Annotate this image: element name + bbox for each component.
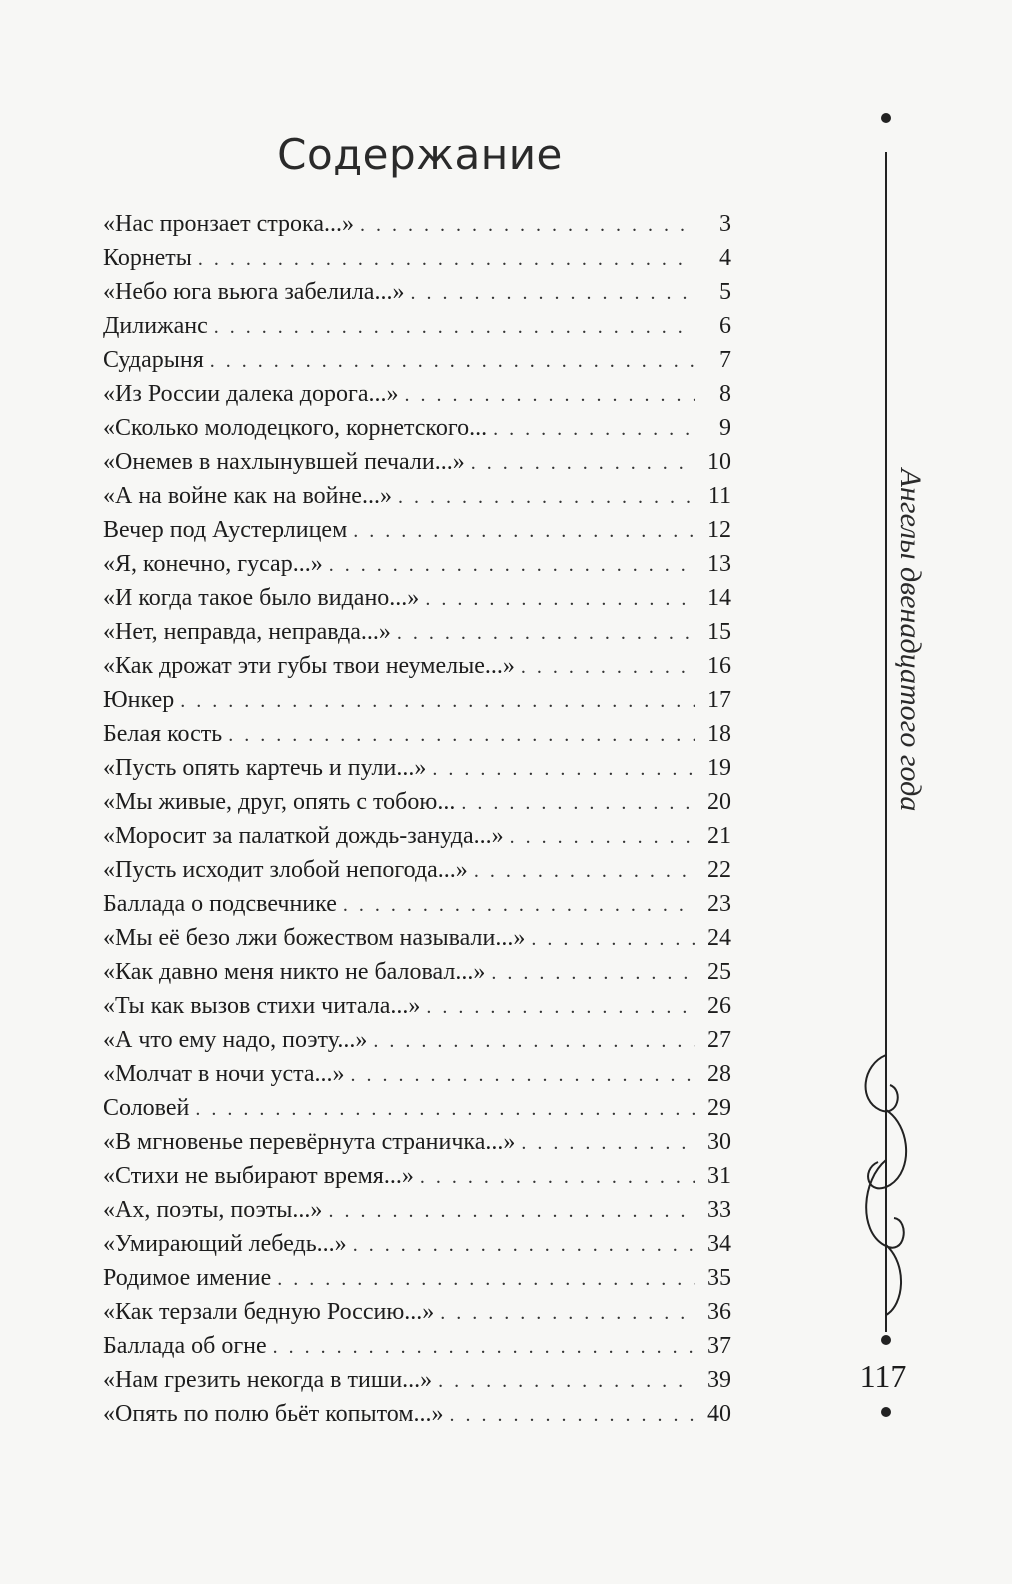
toc-entry-title: «Умирающий лебедь...»: [103, 1231, 347, 1257]
toc-entry-page: 18: [707, 721, 731, 747]
toc-entry-page: 11: [707, 483, 731, 509]
toc-dot-leader: [521, 650, 695, 683]
toc-entry: [103, 1295, 731, 1329]
toc-entry-page: 29: [707, 1095, 731, 1121]
toc-entry-title: «В мгновенье перевёрнута страничка...»: [103, 1129, 516, 1155]
toc-entry: [103, 479, 731, 513]
toc-entry-title: «Мы её безо лжи божеством называли...»: [103, 925, 526, 951]
toc-entry-title: Дилижанс: [103, 313, 208, 339]
toc-entry: [103, 1091, 731, 1125]
toc-entry-page: 16: [707, 653, 731, 679]
toc-dot-leader: [510, 820, 695, 853]
toc-entry: [103, 1125, 731, 1159]
toc-entry-page: 33: [707, 1197, 731, 1223]
toc-entry-title: «Опять по полю бьёт копытом...»: [103, 1401, 444, 1427]
toc-dot-leader: [397, 616, 695, 649]
toc-entry-title: «Нет, неправда, неправда...»: [103, 619, 391, 645]
toc-entry-title: «Молчат в ночи уста...»: [103, 1061, 345, 1087]
toc-entry-title: «Моросит за палаткой дождь-зануда...»: [103, 823, 504, 849]
toc-entry: [103, 241, 731, 275]
toc-entry: [103, 1363, 731, 1397]
toc-entry-page: 20: [707, 789, 731, 815]
toc-entry-page: 27: [707, 1027, 731, 1053]
toc-dot-leader: [440, 1296, 695, 1329]
toc-entry: [103, 887, 731, 921]
toc-dot-leader: [474, 854, 695, 887]
toc-entry: [103, 1329, 731, 1363]
toc-dot-leader: [531, 922, 695, 955]
toc-dot-leader: [373, 1024, 695, 1057]
toc-entry: [103, 819, 731, 853]
toc-entry-page: 7: [719, 347, 731, 373]
toc-entry-page: 35: [707, 1265, 731, 1291]
toc-entry: [103, 309, 731, 343]
toc-entry-title: Корнеты: [103, 245, 192, 271]
toc-entry: [103, 343, 731, 377]
toc-entry-title: «Ты как вызов стихи читала...»: [103, 993, 421, 1019]
toc-entry-page: 15: [707, 619, 731, 645]
toc-dot-leader: [351, 1058, 695, 1091]
toc-dot-leader: [426, 990, 695, 1023]
toc-entry-page: 40: [707, 1401, 731, 1427]
toc-entry: [103, 275, 731, 309]
toc-entry-title: «Из России далека дорога...»: [103, 381, 399, 407]
toc-entry: [103, 581, 731, 615]
toc-entry-page: 28: [707, 1061, 731, 1087]
toc-entry-title: Родимое имение: [103, 1265, 272, 1291]
toc-entry: [103, 513, 731, 547]
toc-entry-page: 23: [707, 891, 731, 917]
toc-entry: [103, 751, 731, 785]
toc-entry-page: 14: [707, 585, 731, 611]
toc-dot-leader: [273, 1330, 695, 1363]
toc-entry-title: Белая кость: [103, 721, 223, 747]
toc-entry-page: 13: [707, 551, 731, 577]
toc-dot-leader: [214, 310, 695, 343]
toc-entry-page: 21: [707, 823, 731, 849]
toc-entry-title: «Мы живые, друг, опять с тобою...: [103, 789, 456, 815]
toc-entry: [103, 411, 731, 445]
toc-entry-page: 37: [707, 1333, 731, 1359]
toc-entry-page: 8: [719, 381, 731, 407]
toc-entry-page: 9: [719, 415, 731, 441]
toc-entry-title: Баллада о подсвечнике: [103, 891, 337, 917]
toc-entry: [103, 1397, 731, 1431]
toc-dot-leader: [353, 1228, 695, 1261]
toc-dot-leader: [343, 888, 695, 921]
toc-entry-page: 19: [707, 755, 731, 781]
toc-entry-title: «Как давно меня никто не баловал...»: [103, 959, 486, 985]
toc-dot-leader: [425, 582, 695, 615]
toc-entry: [103, 1193, 731, 1227]
toc-dot-leader: [228, 718, 695, 751]
toc-entry-page: 3: [719, 211, 731, 237]
toc-dot-leader: [198, 242, 695, 275]
toc-dot-leader: [491, 956, 695, 989]
toc-entry: [103, 921, 731, 955]
toc-dot-leader: [328, 1194, 695, 1227]
toc-entry-title: «Нам грезить некогда в тиши...»: [103, 1367, 433, 1393]
toc-list: [103, 207, 731, 1431]
toc-dot-leader: [461, 786, 695, 819]
toc-entry: [103, 1057, 731, 1091]
toc-dot-leader: [521, 1126, 695, 1159]
toc-entry-title: «А на войне как на войне...»: [103, 483, 392, 509]
toc-dot-leader: [450, 1398, 695, 1431]
toc-entry: [103, 717, 731, 751]
toc-entry-title: «Как терзали бедную Россию...»: [103, 1299, 435, 1325]
toc-entry: [103, 649, 731, 683]
running-title-text: Ангелы двенадцатого года: [894, 468, 927, 812]
toc-entry-title: «Пусть исходит злобой непогода...»: [103, 857, 468, 883]
toc-dot-leader: [180, 684, 695, 717]
toc-entry-page: 22: [707, 857, 731, 883]
toc-entry-title: «А что ему надо, поэту...»: [103, 1027, 368, 1053]
toc-entry-page: 12: [707, 517, 731, 543]
toc-entry-page: 17: [707, 687, 731, 713]
toc-dot-leader: [410, 276, 695, 309]
toc-entry: [103, 377, 731, 411]
toc-entry: [103, 207, 731, 241]
toc-dot-leader: [398, 480, 695, 513]
toc-entry: [103, 955, 731, 989]
toc-entry: [103, 683, 731, 717]
toc-dot-leader: [493, 412, 695, 445]
toc-entry-title: «И когда такое было видано...»: [103, 585, 420, 611]
toc-entry-page: 34: [707, 1231, 731, 1257]
toc-entry-title: «Ах, поэты, поэты...»: [103, 1197, 323, 1223]
toc-entry: [103, 853, 731, 887]
toc-entry-title: «Как дрожат эти губы твои неумелые...»: [103, 653, 515, 679]
toc-entry-page: 30: [707, 1129, 731, 1155]
toc-entry-page: 4: [719, 245, 731, 271]
toc-entry-title: «Сколько молодецкого, корнетского...: [103, 415, 488, 441]
toc-entry-title: «Я, конечно, гусар...»: [103, 551, 323, 577]
toc-dot-leader: [329, 548, 695, 581]
toc-entry-page: 31: [707, 1163, 731, 1189]
toc-entry: [103, 1261, 731, 1295]
toc-dot-leader: [195, 1092, 695, 1125]
toc-entry: [103, 1227, 731, 1261]
toc-entry: [103, 989, 731, 1023]
toc-entry-title: Вечер под Аустерлицем: [103, 517, 348, 543]
toc-entry-title: Юнкер: [103, 687, 175, 713]
toc-dot-leader: [420, 1160, 695, 1193]
toc-entry-title: Баллада об огне: [103, 1333, 267, 1359]
toc-entry-title: «Пусть опять картечь и пули...»: [103, 755, 427, 781]
toc-entry: [103, 445, 731, 479]
toc-entry-page: 6: [719, 313, 731, 339]
toc-dot-leader: [405, 378, 695, 411]
toc-entry-page: 26: [707, 993, 731, 1019]
toc-dot-leader: [210, 344, 695, 377]
toc-dot-leader: [432, 752, 695, 785]
toc-entry-title: Соловей: [103, 1095, 190, 1121]
toc-dot-leader: [471, 446, 695, 479]
toc-dot-leader: [360, 208, 695, 241]
toc-entry: [103, 615, 731, 649]
toc-entry: [103, 1023, 731, 1057]
toc-entry-page: 36: [707, 1299, 731, 1325]
toc-entry-title: Сударыня: [103, 347, 204, 373]
toc-entry: [103, 785, 731, 819]
toc-dot-leader: [353, 514, 695, 547]
page-number: 117: [859, 1358, 907, 1394]
toc-entry-page: 24: [707, 925, 731, 951]
toc-entry-title: «Нас пронзает строка...»: [103, 211, 354, 237]
toc-entry-title: «Небо юга вьюга забелила...»: [103, 279, 405, 305]
toc-entry: [103, 1159, 731, 1193]
toc-entry-page: 10: [707, 449, 731, 475]
toc-entry-title: «Онемев в нахлынувшей печали...»: [103, 449, 465, 475]
toc-title: Содержание: [277, 130, 563, 179]
toc-entry-page: 39: [707, 1367, 731, 1393]
toc-entry-page: 25: [707, 959, 731, 985]
toc-dot-leader: [438, 1364, 695, 1397]
toc-entry-page: 5: [719, 279, 731, 305]
toc-dot-leader: [277, 1262, 695, 1295]
toc-entry: [103, 547, 731, 581]
toc-entry-title: «Стихи не выбирают время...»: [103, 1163, 414, 1189]
